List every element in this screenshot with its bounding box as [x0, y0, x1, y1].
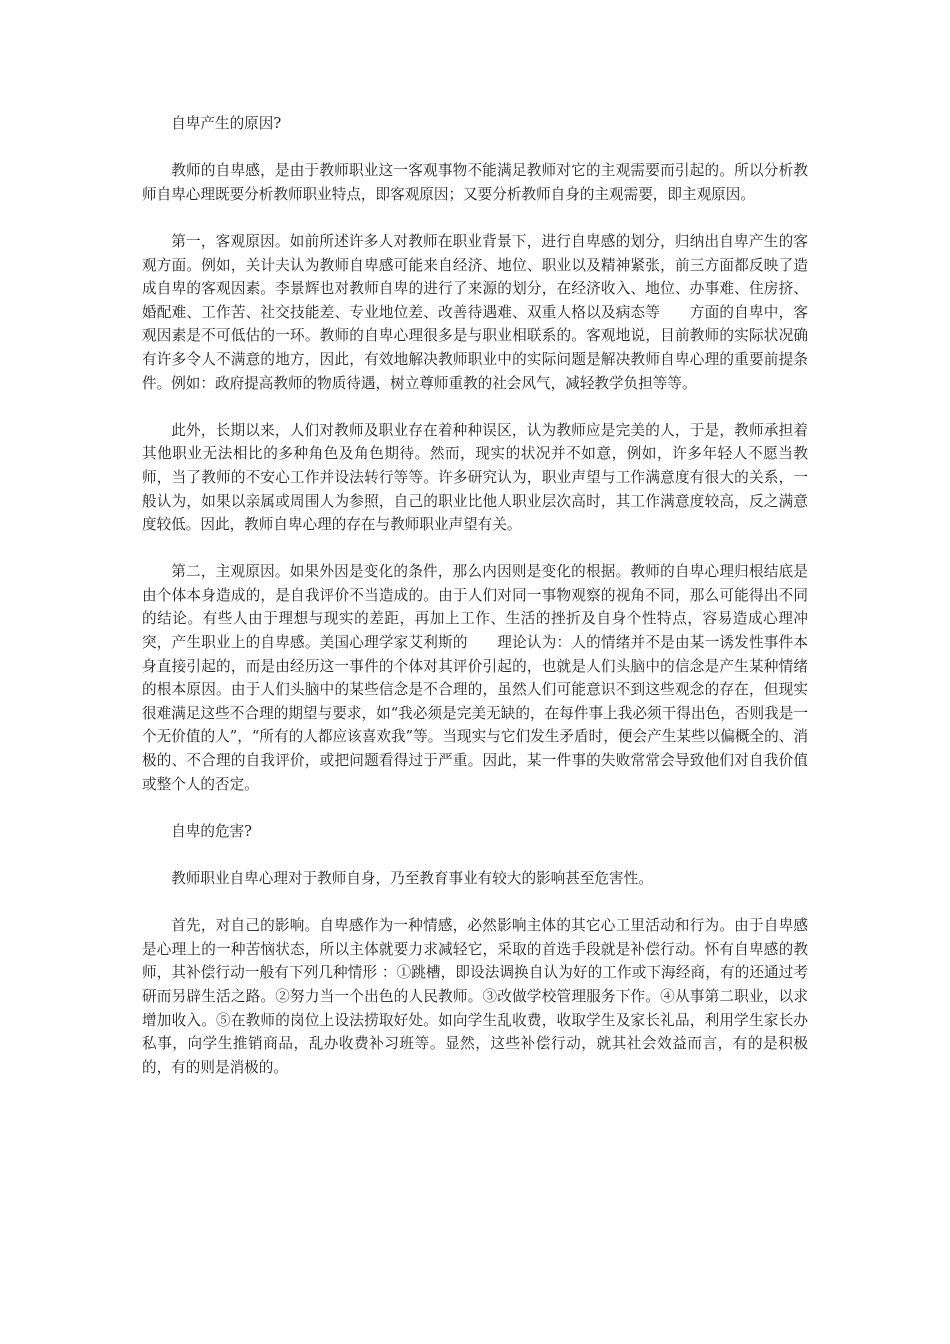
document-body [142, 112, 808, 1103]
paragraph-subjective-causes: 第二，主观原因。如果外因是变化的条件，那么内因则是变化的根据。教师的自卑心理归根结底是由个体本身造成的，是自我评价不当造成的。由于人们对同一事物观察的视角不同，那么可能得出不同的结论。有些人由于理想与现实的差距，再加上工作、生活的挫折及自身个性特点，容易造成心理冲突，产生职业上的自卑感。美国心理学家艾利斯的 理论认为：人的情绪并不是由某一诱发性事件本身直接引起的，而是由经历这一事件的个体对其评价引起的，也就是人们头脑中的信念是产生某种情绪的根本原因。由于人们头脑中的某些信念是不合理的，虽然人们可能意识不到这些观念的存在，但现实很难满足这些不合理的期望与要求，如“我必须是完美无缺的，在每件事上我必须干得出色，否则我是一个无价值的人”，“所有的人都应该喜欢我”等。当现实与它们发生矛盾时，便会产生某些以偏概全的、消极的、不合理的自我评价，或把问题看得过于严重。因此，某一件事的失败常常会导致他们对自我价值或整个人的否定。 [142, 563, 808, 793]
section-heading-harm: 自卑的危害? [171, 822, 252, 840]
paragraph-harm-intro: 教师职业自卑心理对于教师自身，乃至教育事业有较大的影响甚至危害性。 [171, 870, 653, 887]
paragraph-objective-causes: 第一，客观原因。如前所述许多人对教师在职业背景下，进行自卑感的划分，归纳出自卑产生的客观方面。例如，关计夫认为教师自卑感可能来自经济、地位、职业以及精神紧张，前三方面都反映了造成自卑的客观因素。李景辉也对教师自卑的进行了来源的划分，在经济收入、地位、办事难、住房挤、婚配难、工作苦、社交技能差、专业地位差、改善待遇难、双重人格以及病态等 方面的自卑中，客观因素是不可低估的一环。教师的自卑心理很多是与职业相联系的。客观地说，目前教师的实际状况确有许多令人不满意的地方，因此，有效地解决教师职业中的实际问题是解决教师自卑心理的重要前提条件。例如：政府提高教师的物质待遇，树立尊师重教的社会风气，减轻教学负担等等。 [142, 232, 808, 392]
paragraph-intro: 教师的自卑感，是由于教师职业这一客观事物不能满足教师对它的主观需要而引起的。所以分析教师自卑心理既要分析教师职业特点，即客观原因；又要分析教师自身的主观需要，即主观原因。 [142, 162, 808, 203]
section-heading-causes: 自卑产生的原因? [171, 115, 282, 132]
paragraph-misconceptions: 此外，长期以来，人们对教师及职业存在着种种误区，认为教师应是完美的人，于是，教师承担着其他职业无法相比的多种角色及角色期待。然而，现实的状况并不如意，例如，许多年轻人不愿当教师，当了教师的不安心工作并设法转行等等。许多研究认为，职业声望与工作满意度有很大的关系，一般认为，如果以亲属或周围人为参照，自己的职业比他人职业层次高时，其工作满意度较高，反之满意度较低。因此，教师自卑心理的存在与教师职业声望有关。 [142, 421, 808, 534]
paragraph-self-effect: 首先，对自己的影响。自卑感作为一种情感，必然影响主体的其它心工里活动和行为。由于自卑感是心理上的一种苦恼状态，所以主体就要力求减轻它，采取的首选手段就是补偿行动。怀有自卑感的教师，其补偿行动一般有下列几种情形 ：①跳槽，即设法调换自认为好的工作或下海经商，有的还通过考研而另辟生活之路。②努力当一个出色的人民教师。③改做学校管理服务下作。④从事第二职业，以求增加收入。⑤在教师的岗位上设法捞取好处。如向学生乱收费，收取学生及家长礼品，利用学生家长办私事，向学生推销商品，乱办收费补习班等。显然，这些补偿行动，就其社会效益而言，有的是积极的，有的则是消极的。 [142, 917, 808, 1076]
